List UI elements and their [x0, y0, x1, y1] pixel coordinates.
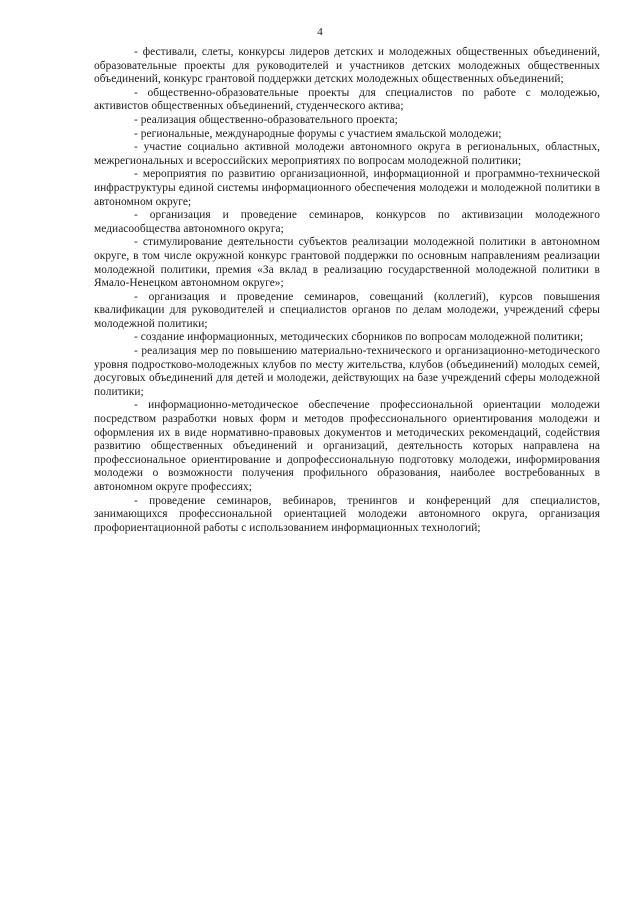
list-item: - мероприятия по развитию организационной, информационной и программно-технической инфраструктуры единой системы информационного обеспечения молодежи и молодежной политики в автономном округе;	[94, 168, 600, 208]
list-item: - региональные, международные форумы с участием ямальской молодежи;	[134, 127, 502, 140]
list-item: - участие социально активной молодежи автономного округа в региональных, областных, межрегиональных и всероссийских мероприятиях по вопросам молодежной политики;	[94, 141, 600, 167]
list-item: - проведение семинаров, вебинаров, тренингов и конференций для специалистов, занимающихся профессиональной ориентацией молодежи автономного округа, организация профориентационной работы с использованием информационных технологий;	[94, 494, 600, 534]
list-item: - реализация общественно-образовательного проекта;	[134, 113, 398, 126]
list-item: - общественно-образовательные проекты для специалистов по работе с молодежью, активистов общественных объединений, студенческого актива;	[94, 86, 600, 113]
list-item: - информационно-методическое обеспечение профессиональной ориентации молодежи посредством разработки новых форм и методов профессионального ориентирования молодежи и оформления их в виде нормативно-правовых документов и методических рекомендаций, содействия развитию общественных объединений и организаций, деятельность которых направлена на профессиональное ориентирование и допрофессиональную подготовку молодежи, информирования молодежи о возможности получения профильного образования, наиболее востребованных в автономном округе профессиях;	[94, 399, 600, 493]
page-number: 4	[317, 26, 323, 38]
list-item: - стимулирование деятельности субъектов реализации молодежной политики в автономном округе, в том числе окружной конкурс грантовой поддержки по основным направлениям реализации молодежной политики, премия «За вклад в реализацию государственной молодежной политики в Ямало-Ненецком автономном округе»;	[94, 236, 600, 290]
document-body	[94, 46, 600, 535]
list-item: - организация и проведение семинаров, совещаний (коллегий), курсов повышения квалификации для руководителей и специалистов органов по делам молодежи, учреждений сферы молодежной политики;	[94, 290, 600, 330]
list-item: - реализация мер по повышению материально-технического и организационно-методического уровня подростково-молодежных клубов по месту жительства, клубов (объединений) молодых семей, досуговых объединений для детей и молодежи, действующих на базе учреждений сферы молодежной политики;	[94, 345, 600, 398]
list-item: - создание информационных, методических сборников по вопросам молодежной политики;	[134, 331, 584, 344]
list-item: - фестивали, слеты, конкурсы лидеров детских и молодежных общественных объединений, образовательные проекты для руководителей и участников детских молодежных общественных объединений, конкурс грантовой поддержки детских молодежных общественных объединений;	[94, 46, 600, 86]
list-item: - организация и проведение семинаров, конкурсов по активизации молодежного медиасообщества автономного округа;	[94, 209, 600, 235]
